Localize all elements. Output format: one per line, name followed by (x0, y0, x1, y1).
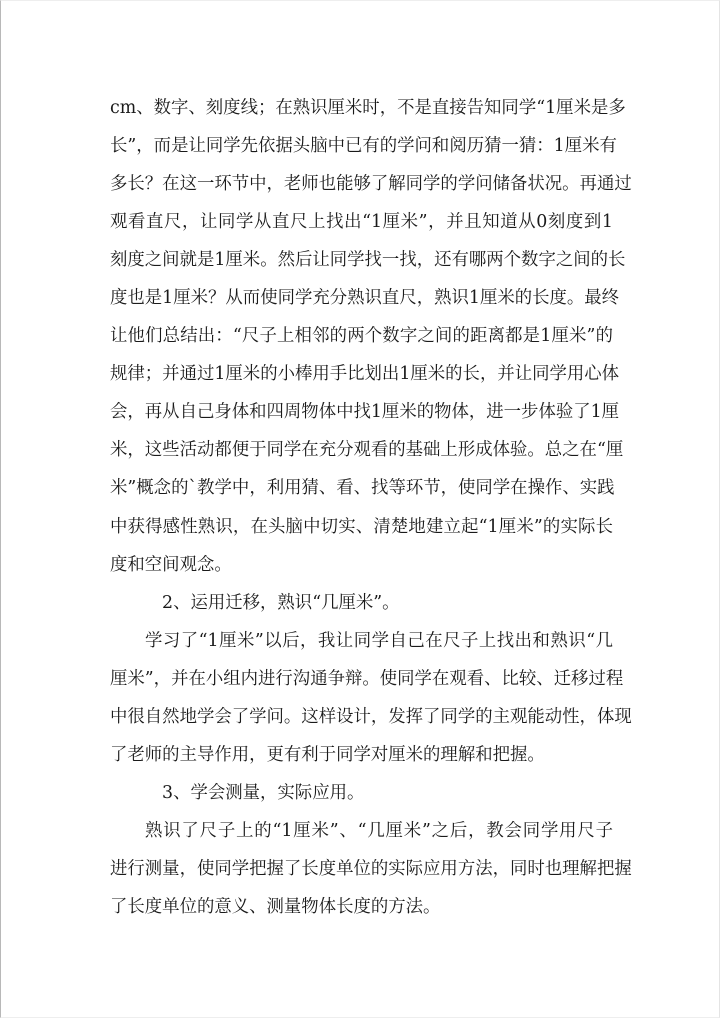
section-heading-3: 3、学会测量，实际应用。 (162, 782, 365, 803)
paragraph-3 (110, 812, 632, 926)
text-line: 观看直尺，让同学从直尺上找出“1厘米”，并且知道从0刻度到1 (110, 212, 613, 233)
text-line: cm、数字、刻度线；在熟识厘米时，不是直接告知同学“1厘米是多 (110, 98, 626, 118)
text-line: 厘米”，并在小组内进行沟通争辩。使同学在观看、比较、迁移过程 (110, 668, 624, 689)
text-line: 刻度之间就是1厘米。然后让同学找一找，还有哪两个数字之间的长 (110, 250, 626, 271)
text-line: 了老师的主导作用，更有利于同学对厘米的理解和把握。 (110, 744, 545, 765)
text-line: 进行测量，使同学把握了长度单位的实际应用方法，同时也理解把握 (110, 858, 632, 879)
text-line: 度也是1厘米？从而使同学充分熟识直尺，熟识1厘米的长度。最终 (110, 288, 620, 309)
document-page (110, 89, 632, 926)
text-line: 度和空间观念。 (110, 554, 232, 575)
section-heading-2: 2、运用迁移，熟识“几厘米”。 (162, 592, 400, 613)
text-line: 让他们总结出：“尺子上相邻的两个数字之间的距离都是1厘米”的 (110, 326, 613, 347)
paragraph-1 (110, 89, 632, 584)
text-line: 多长？在这一环节中，老师也能够了解同学的学问储备状况。再通过 (110, 174, 632, 195)
text-line: 学习了“1厘米”以后，我让同学自己在尺子上找出和熟识“几 (145, 630, 613, 651)
text-line: 了长度单位的意义、测量物体长度的方法。 (110, 896, 441, 917)
text-line: 熟识了尺子上的“1厘米”、“几厘米”之后，教会同学用尺子 (145, 820, 613, 841)
paragraph-2 (110, 622, 632, 774)
text-line: 米”概念的`教学中，利用猜、看、找等环节，使同学在操作、实践 (110, 478, 615, 499)
text-line: 长”，而是让同学先依据头脑中已有的学问和阅历猜一猜：1厘米有 (110, 136, 617, 157)
text-line: 米，这些活动都便于同学在充分观看的基础上形成体验。总之在“厘 (110, 440, 624, 461)
text-line: 中很自然地学会了学问。这样设计，发挥了同学的主观能动性，体现 (110, 706, 632, 727)
text-line: 中获得感性熟识，在头脑中切实、清楚地建立起“1厘米”的实际长 (110, 516, 613, 537)
text-line: 会，再从自己身体和四周物体中找1厘米的物体，进一步体验了1厘 (110, 402, 620, 423)
text-line: 规律；并通过1厘米的小棒用手比划出1厘米的长，并让同学用心体 (110, 364, 620, 385)
